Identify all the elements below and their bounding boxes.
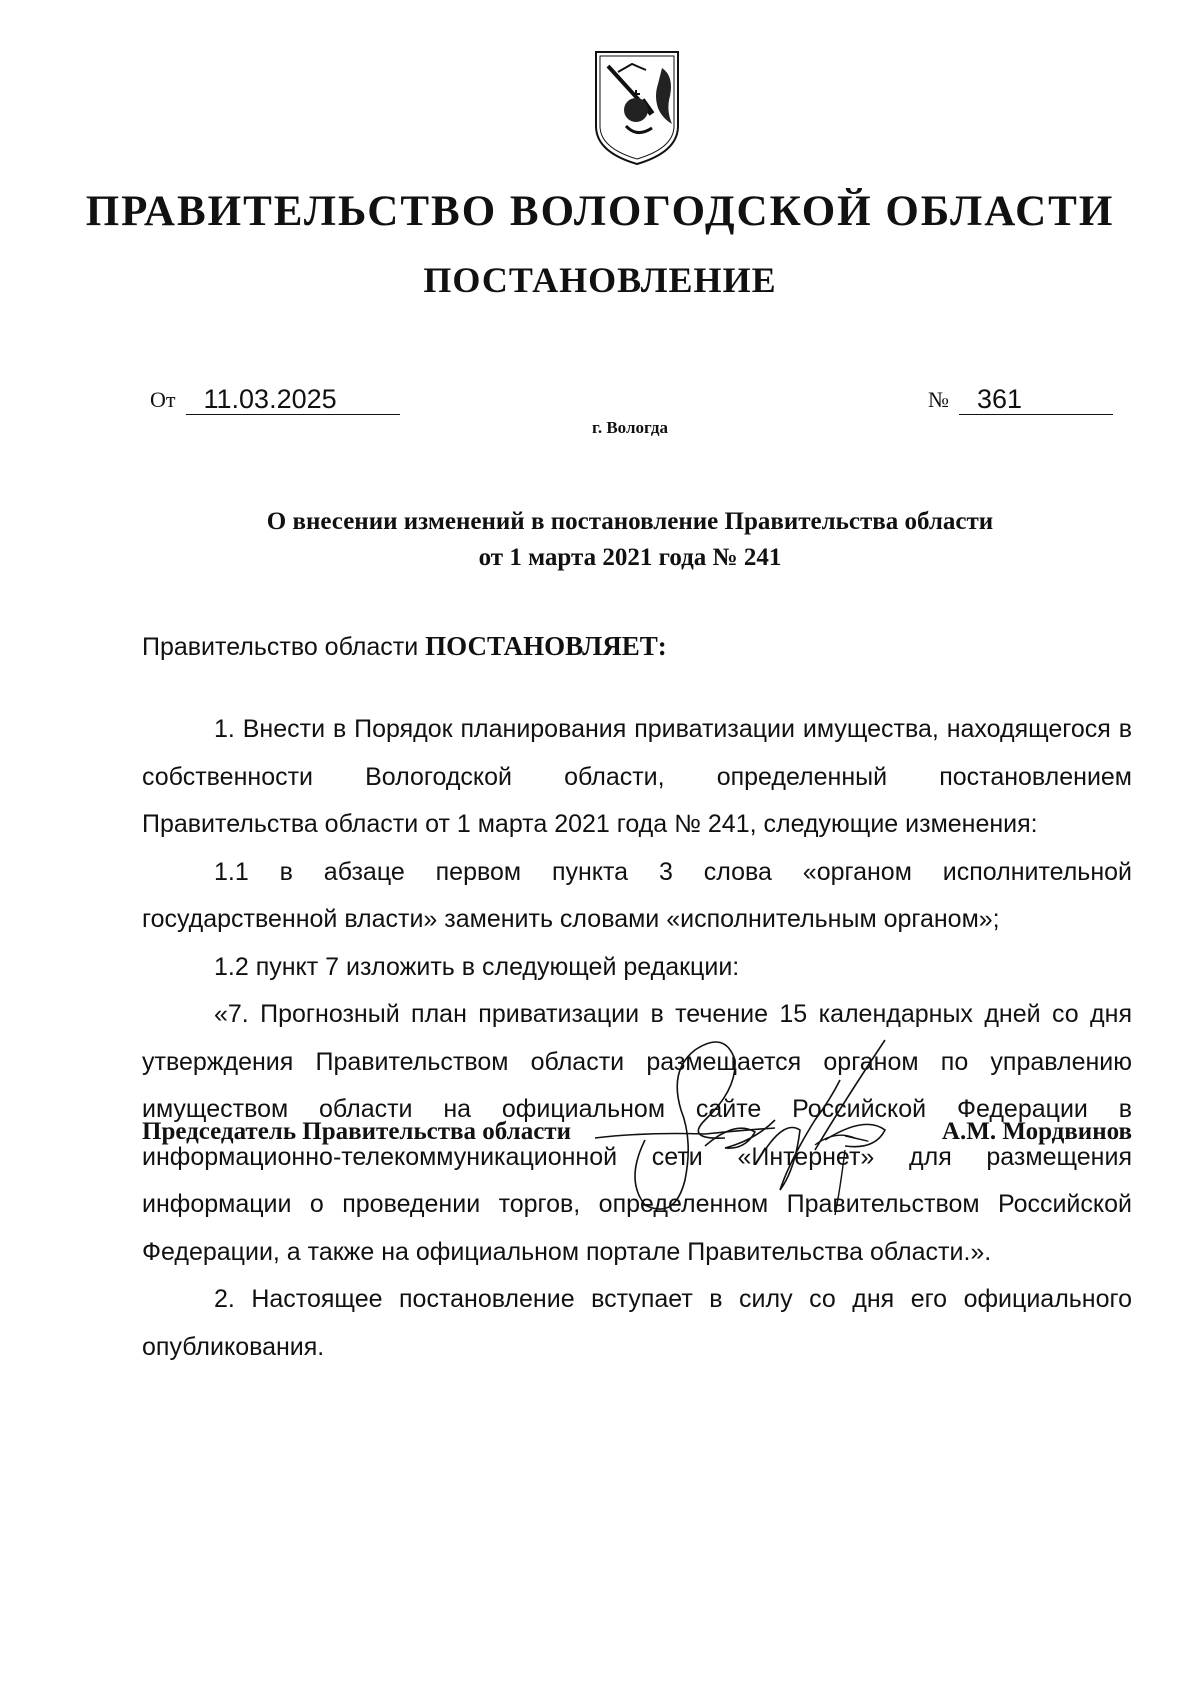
decree-prefix: Правительство области bbox=[142, 633, 419, 661]
decree-keyword: ПОСТАНОВЛЯЕТ: bbox=[425, 631, 667, 661]
document-type: ПОСТАНОВЛЕНИЕ bbox=[423, 260, 777, 300]
government-title: ПРАВИТЕЛЬСТВО ВОЛОГОДСКОЙ ОБЛАСТИ bbox=[85, 188, 1115, 235]
coat-of-arms-icon bbox=[592, 48, 682, 168]
date-field bbox=[150, 384, 400, 415]
city-label: г. Вологда bbox=[592, 418, 668, 437]
number-field bbox=[928, 384, 1113, 415]
signatory-position: Председатель Правительства области bbox=[142, 1118, 571, 1145]
number-value: 361 bbox=[959, 384, 1113, 415]
paragraph-7: «7. Прогнозный план приватизации в течение 15 календарных дней со дня утверждения Правительством области размещается органом по управлению имуществом области на официальном сайте Российской Федерации в информационно-телекоммуникационной сети «Интернет» для размещения информации о проведении торгов, определенном Правительством Российской Федерации, а также на официальном портале Правительства области.». bbox=[142, 1000, 1132, 1266]
subject-line-1: О внесении изменений в постановление Правительства области bbox=[266, 508, 994, 535]
document-subject bbox=[0, 504, 1200, 576]
paragraph-1-2: 1.2 пункт 7 изложить в следующей редакции: bbox=[214, 952, 740, 981]
subject-line-2: от 1 марта 2021 года № 241 bbox=[478, 544, 782, 571]
date-value: 11.03.2025 bbox=[186, 384, 400, 415]
paragraph-2: 2. Настоящее постановление вступает в силу со дня его официального опубликования. bbox=[142, 1285, 1132, 1361]
decree-statement bbox=[142, 631, 667, 662]
handwritten-signature bbox=[585, 1020, 945, 1220]
number-label: № bbox=[928, 387, 949, 412]
paragraph-1-1: 1.1 в абзаце первом пункта 3 слова «органом исполнительной государственной власти» заменить словами «исполнительным органом»; bbox=[142, 857, 1132, 933]
date-label: От bbox=[150, 387, 176, 412]
signatory-name: А.М. Мордвинов bbox=[941, 1118, 1132, 1145]
paragraph-1: 1. Внести в Порядок планирования приватизации имущества, находящегося в собственности Вологодской области, определенный постановлением Правительства области от 1 марта 2021 года № 241, следующие изменения: bbox=[142, 715, 1132, 838]
